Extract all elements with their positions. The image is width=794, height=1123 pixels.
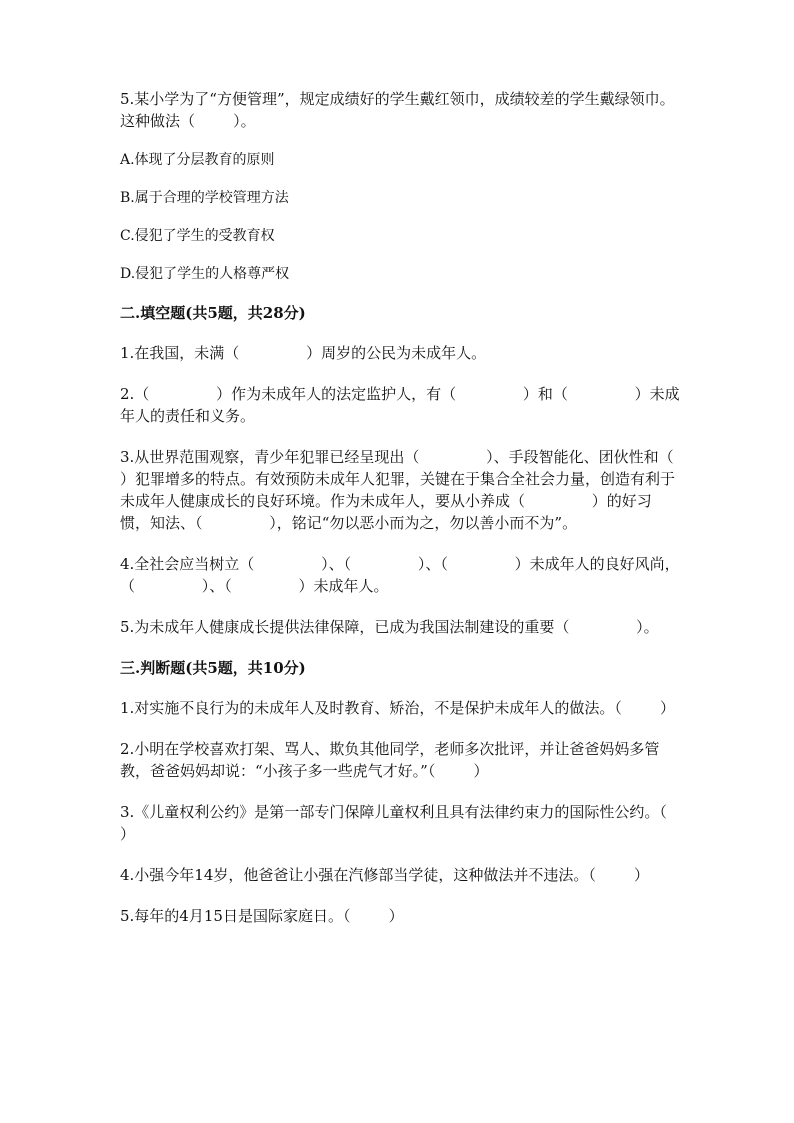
question-s3-4: 4.小强今年14岁，他爸爸让小强在汽修部当学徒，这种做法并不违法。（ ） <box>120 866 650 884</box>
question-s3-2: 2.小明在学校喜欢打架、骂人、欺负其他同学，老师多次批评，并让爸爸妈妈多管教，爸爸妈妈却说：“小孩子多一些虎气才好。”（ ） <box>120 740 660 780</box>
option-c: C.侵犯了学生的受教育权 <box>120 228 275 244</box>
option-d: D.侵犯了学生的人格尊严权 <box>120 266 290 282</box>
question-s1-5: 5.某小学为了“方便管理”，规定成绩好的学生戴红领巾，成绩较差的学生戴绿领巾。这种做法（ ）。 <box>120 90 675 130</box>
question-s2-3: 3.从世界范围观察，青少年犯罪已经呈现出（ ）、手段智能化、团伙性和（ ）犯罪增多的特点。有效预防未成年人犯罪，关键在于集合全社会力量，创造有利于未成年人健康成长的良好环境。作为未成年人，要从小养成（ ）的好习惯，知法、（ ），铭记“勿以恶小而为之，勿以善小而不为”。 <box>120 448 741 532</box>
question-s3-3: 3.《儿童权利公约》是第一部专门保障儿童权利且具有法律约束力的国际性公约。（ ） <box>120 803 696 843</box>
question-s3-1: 1.对实施不良行为的未成年人及时教育、矫治，不是保护未成年人的做法。（ ） <box>120 699 675 717</box>
question-s2-1: 1.在我国，未满（ ）周岁的公民为未成年人。 <box>120 344 487 362</box>
question-s3-5: 5.每年的4月15日是国际家庭日。（ ） <box>120 907 404 925</box>
question-s2-4: 4.全社会应当树立（ ）、（ ）、（ ）未成年人的良好风尚，（ ）、（ ）未成年人。 <box>120 555 680 595</box>
section-heading-true-false: 三.判断题(共5题，共10分) <box>120 659 306 677</box>
section-heading-fill-blank: 二.填空题(共5题，共28分) <box>120 304 306 322</box>
question-s2-2: 2.（ ）作为未成年人的法定监护人，有（ ）和（ ）未成年人的责任和义务。 <box>120 385 680 425</box>
worksheet-page <box>120 88 741 927</box>
option-b: B.属于合理的学校管理方法 <box>120 190 289 206</box>
question-s2-5: 5.为未成年人健康成长提供法律保障，已成为我国法制建设的重要（ ）。 <box>120 618 659 636</box>
option-a: A.体现了分层教育的原则 <box>120 152 275 168</box>
